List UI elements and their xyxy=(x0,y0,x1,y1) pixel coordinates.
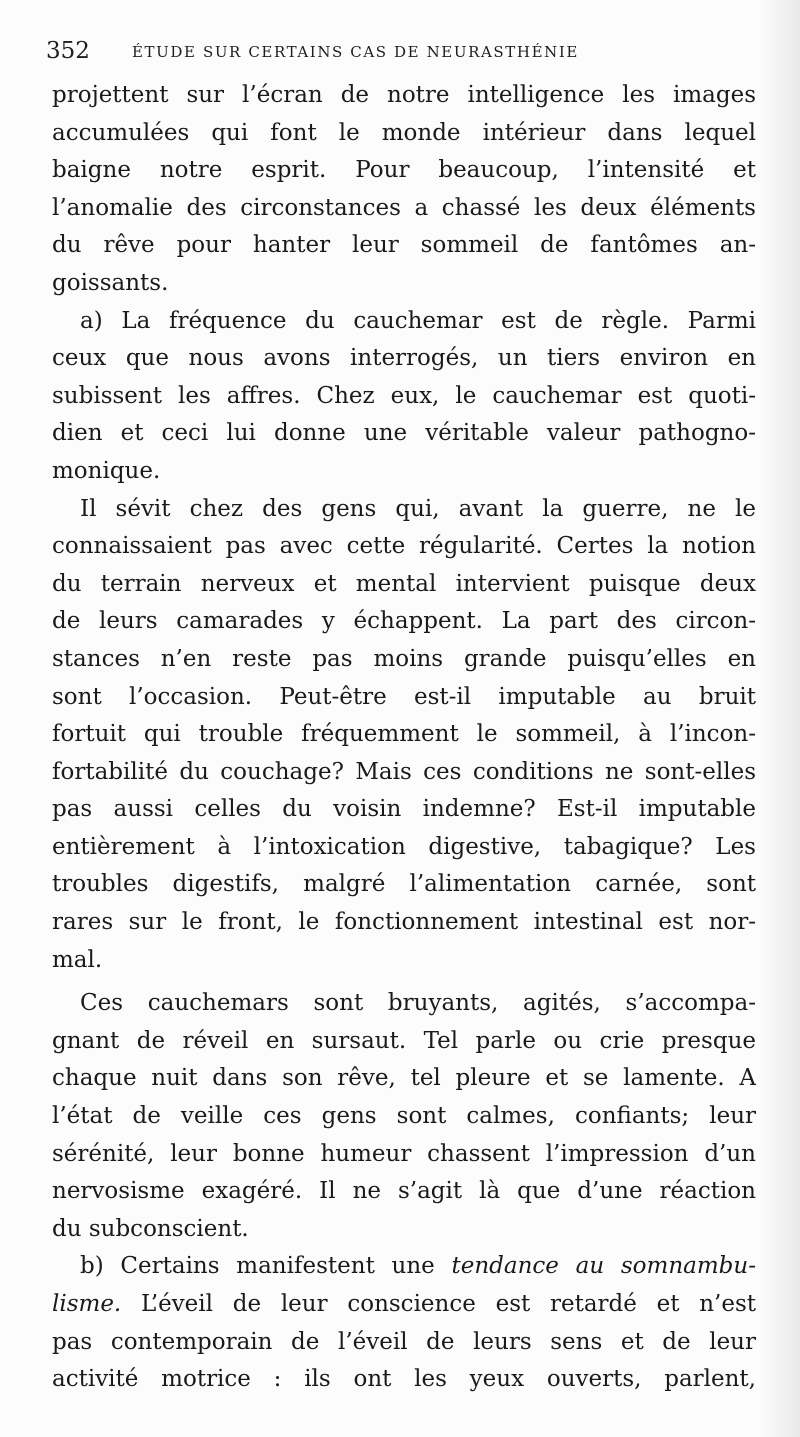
text-line: dien et ceci lui donne une véritable valeur pathogno- xyxy=(52,420,756,447)
text-line: activité motrice : ils ont les yeux ouverts, parlent, xyxy=(52,1366,756,1393)
page-header xyxy=(46,34,766,68)
italic-text: lisme. xyxy=(52,1291,122,1317)
text-line: stances n’en reste pas moins grande puisqu’elles en xyxy=(52,645,756,672)
text-line: accumulées qui font le monde intérieur dans lequel xyxy=(52,119,756,146)
text-line: Il sévit chez des gens qui, avant la guerre, ne le xyxy=(80,495,756,522)
page-number: 352 xyxy=(46,38,90,64)
text-line: Ces cauchemars sont bruyants, agités, s’accompa- xyxy=(80,990,756,1017)
text-line: mal. xyxy=(52,946,103,973)
text-line: nervosisme exagéré. Il ne s’agit là que d’une réaction xyxy=(52,1178,756,1205)
text-line: l’anomalie des circonstances a chassé les deux éléments xyxy=(52,194,756,221)
text-line: pas contemporain de l’éveil de leurs sens et de leur xyxy=(52,1328,756,1355)
text-line: troubles digestifs, malgré l’alimentation carnée, sont xyxy=(52,871,756,898)
text-line: pas aussi celles du voisin indemne? Est-il imputable xyxy=(52,796,756,823)
text-line: l’état de veille ces gens sont calmes, confiants; leur xyxy=(52,1103,756,1130)
line-text: L’éveil de leur conscience est retardé et n’est xyxy=(121,1291,756,1317)
text-line xyxy=(52,1248,756,1286)
text-line: gnant de réveil en sursaut. Tel parle ou crie presque xyxy=(52,1027,756,1054)
text-line: chaque nuit dans son rêve, tel pleure et se lamente. A xyxy=(52,1065,756,1092)
page-edge-shadow xyxy=(760,0,800,1437)
text-line: subissent les affres. Chez eux, le cauchemar est quoti- xyxy=(52,382,756,409)
text-line: entièrement à l’intoxication digestive, tabagique? Les xyxy=(52,833,756,860)
text-line: fortabilité du couchage? Mais ces conditions ne sont-elles xyxy=(52,758,756,785)
text-line: monique. xyxy=(52,457,161,484)
text-line: de leurs camarades y échappent. La part des circon- xyxy=(52,608,756,635)
running-title: ÉTUDE SUR CERTAINS CAS DE NEURASTHÉNIE xyxy=(132,43,579,61)
text-line: goissants. xyxy=(52,269,169,296)
text-line: a) La fréquence du cauchemar est de règle. Parmi xyxy=(80,307,756,334)
text-line: fortuit qui trouble fréquemment le sommeil, à l’incon- xyxy=(52,721,756,748)
text-line: sérénité, leur bonne humeur chassent l’impression d’un xyxy=(52,1140,756,1167)
body-text xyxy=(52,77,756,1399)
text-line: ceux que nous avons interrogés, un tiers environ en xyxy=(52,345,756,372)
text-line: sont l’occasion. Peut-être est-il imputable au bruit xyxy=(52,683,756,710)
italic-text: tendance au somnambu- xyxy=(451,1253,756,1280)
text-line: connaissaient pas avec cette régularité. Certes la notion xyxy=(52,533,756,560)
text-line: rares sur le front, le fonctionnement intestinal est nor- xyxy=(52,909,756,936)
text-line: projettent sur l’écran de notre intelligence les images xyxy=(52,82,756,108)
text-line xyxy=(52,1286,756,1324)
text-line: baigne notre esprit. Pour beaucoup, l’intensité et xyxy=(52,157,756,184)
text-line: du subconscient. xyxy=(52,1215,249,1242)
line-text: b) Certains manifestent une xyxy=(80,1253,452,1280)
text-line: du rêve pour hanter leur sommeil de fantômes an- xyxy=(52,232,756,259)
text-line: du terrain nerveux et mental intervient puisque deux xyxy=(52,570,756,597)
